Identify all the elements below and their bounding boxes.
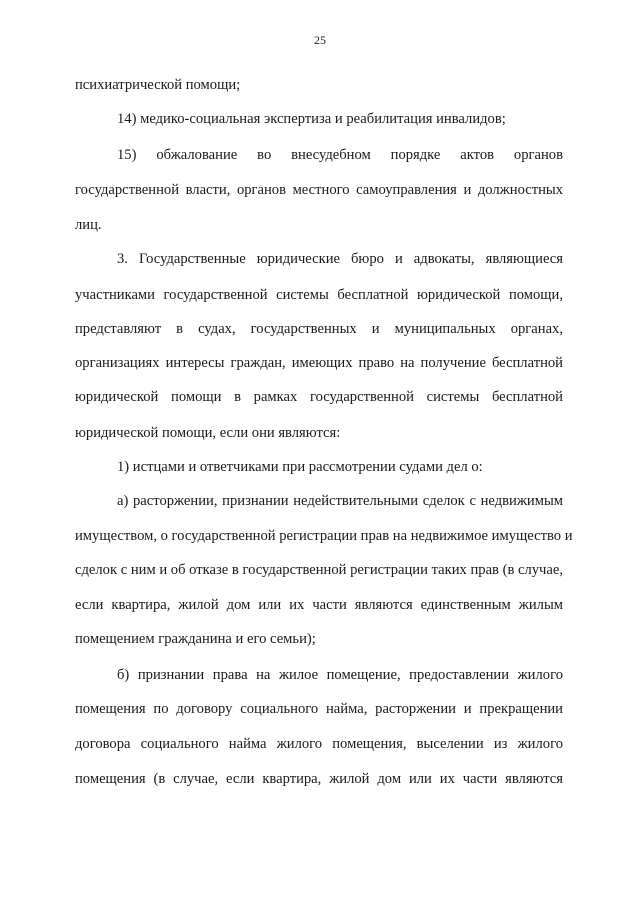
text-line: помещения по договору социального найма, расторжении и прекращении	[75, 701, 563, 717]
text-line: договора социального найма жилого помещения, выселении из жилого	[75, 736, 563, 752]
text-line: государственной власти, органов местного самоуправления и должностных	[75, 182, 563, 198]
text-line: психиатрической помощи;	[75, 77, 241, 93]
text-line: имуществом, о государственной регистрации прав на недвижимое имущество и	[75, 528, 573, 544]
text-line: юридической помощи, если они являются:	[75, 425, 341, 441]
text-line: а) расторжении, признании недействительными сделок с недвижимым	[117, 493, 563, 509]
text-line: 14) медико-социальная экспертиза и реабилитация инвалидов;	[117, 111, 506, 127]
text-line: организациях интересы граждан, имеющих право на получение бесплатной	[75, 355, 563, 371]
text-line: сделок с ним и об отказе в государственной регистрации таких прав (в случае,	[75, 562, 563, 578]
text-line: лиц.	[75, 217, 102, 233]
page-number: 25	[314, 33, 326, 47]
text-line: представляют в судах, государственных и муниципальных органах,	[75, 321, 563, 337]
text-line: помещением гражданина и его семьи);	[75, 631, 316, 647]
text-line: 15) обжалование во внесудебном порядке актов органов	[117, 147, 563, 163]
text-line: 3. Государственные юридические бюро и адвокаты, являющиеся	[117, 251, 563, 267]
text-line: б) признании права на жилое помещение, предоставлении жилого	[117, 667, 563, 683]
text-line: помещения (в случае, если квартира, жилой дом или их части являются	[75, 771, 563, 787]
text-line: 1) истцами и ответчиками при рассмотрении судами дел о:	[117, 459, 483, 475]
text-line: юридической помощи в рамках государственной системы бесплатной	[75, 389, 563, 405]
text-line: участниками государственной системы бесплатной юридической помощи,	[75, 287, 563, 303]
text-line: если квартира, жилой дом или их части являются единственным жилым	[75, 597, 563, 613]
